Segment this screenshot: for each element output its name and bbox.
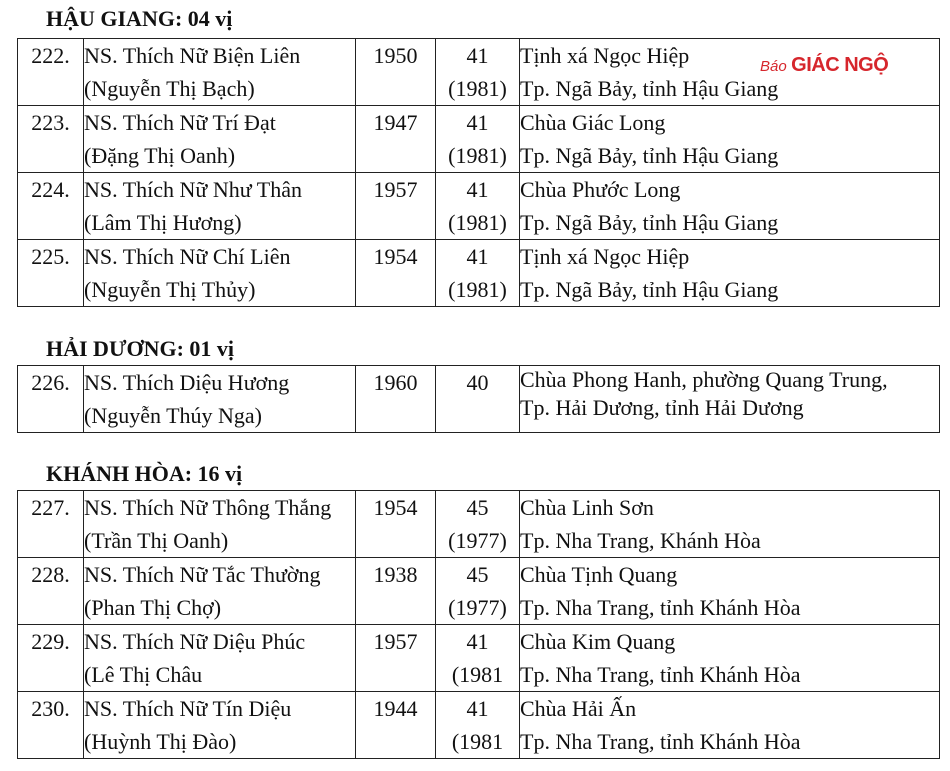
age-year: (1981 xyxy=(451,729,504,754)
monastic-name: NS. Thích Nữ Thông Thắng xyxy=(84,495,332,520)
temple-address: Tp. Nha Trang, tỉnh Khánh Hòa xyxy=(520,729,801,754)
age-value: 40 xyxy=(466,370,489,395)
temple-address: Tp. Hải Dương, tỉnh Hải Dương xyxy=(520,395,804,420)
table-row xyxy=(18,491,940,558)
table-row xyxy=(18,106,940,173)
age-value: 41 xyxy=(466,244,489,269)
row-number: 222. xyxy=(18,39,84,106)
monastic-name: NS. Thích Nữ Như Thân xyxy=(84,177,302,202)
birth-year: 1938 xyxy=(356,558,436,625)
monastic-name: NS. Thích Nữ Tắc Thường xyxy=(84,562,321,587)
temple-address: Tp. Nha Trang, Khánh Hòa xyxy=(520,528,761,553)
name-cell xyxy=(84,692,356,759)
row-number: 229. xyxy=(18,625,84,692)
table-row xyxy=(18,240,940,307)
temple-name: Chùa Kim Quang xyxy=(520,629,676,654)
row-number: 227. xyxy=(18,491,84,558)
lay-name: (Lê Thị Châu xyxy=(84,662,203,687)
name-cell xyxy=(84,366,356,433)
birth-year: 1960 xyxy=(356,366,436,433)
table-row xyxy=(18,558,940,625)
temple-name: Tịnh xá Ngọc Hiệp xyxy=(520,43,690,68)
birth-year: 1954 xyxy=(356,491,436,558)
birth-year: 1957 xyxy=(356,173,436,240)
age-value: 41 xyxy=(466,696,489,721)
age-cell xyxy=(436,39,520,106)
age-value: 41 xyxy=(466,43,489,68)
age-value: 45 xyxy=(466,495,489,520)
monastic-name: NS. Thích Diệu Hương xyxy=(84,370,290,395)
name-cell xyxy=(84,240,356,307)
name-cell xyxy=(84,173,356,240)
lay-name: (Nguyễn Thúy Nga) xyxy=(84,403,262,428)
row-number: 226. xyxy=(18,366,84,433)
age-year: (1977) xyxy=(448,595,507,620)
temple-name: Chùa Phong Hanh, phường Quang Trung, xyxy=(520,367,888,392)
roster-table xyxy=(17,38,940,307)
temple-name: Chùa Giác Long xyxy=(520,110,666,135)
birth-year: 1950 xyxy=(356,39,436,106)
age-value: 41 xyxy=(466,110,489,135)
age-cell xyxy=(436,173,520,240)
temple-address: Tp. Ngã Bảy, tỉnh Hậu Giang xyxy=(520,143,779,168)
birth-year: 1944 xyxy=(356,692,436,759)
lay-name: (Nguyễn Thị Bạch) xyxy=(84,76,255,101)
name-cell xyxy=(84,625,356,692)
age-year: (1977) xyxy=(448,528,507,553)
temple-address: Tp. Nha Trang, tỉnh Khánh Hòa xyxy=(520,662,801,687)
birth-year: 1957 xyxy=(356,625,436,692)
section-title: HẢI DƯƠNG: 01 vị xyxy=(46,336,235,361)
row-number: 223. xyxy=(18,106,84,173)
row-number: 228. xyxy=(18,558,84,625)
age-cell xyxy=(436,692,520,759)
age-value: 45 xyxy=(466,562,489,587)
table-row xyxy=(18,692,940,759)
temple-name: Chùa Tịnh Quang xyxy=(520,562,678,587)
age-cell xyxy=(436,558,520,625)
place-cell xyxy=(520,558,940,625)
age-year: (1981) xyxy=(448,277,507,302)
age-year: (1981 xyxy=(451,662,504,687)
watermark-prefix: Báo xyxy=(760,58,787,75)
monastic-name: NS. Thích Nữ Chí Liên xyxy=(84,244,291,269)
age-cell xyxy=(436,625,520,692)
age-cell xyxy=(436,106,520,173)
lay-name: (Nguyễn Thị Thủy) xyxy=(84,277,256,302)
monastic-name: NS. Thích Nữ Trí Đạt xyxy=(84,110,276,135)
place-cell xyxy=(520,491,940,558)
age-value: 41 xyxy=(466,629,489,654)
place-cell xyxy=(520,692,940,759)
bao-giac-ngo-watermark xyxy=(760,54,888,78)
temple-address: Tp. Ngã Bảy, tỉnh Hậu Giang xyxy=(520,210,779,235)
table-row xyxy=(18,173,940,240)
age-cell xyxy=(436,366,520,433)
place-cell xyxy=(520,240,940,307)
birth-year: 1954 xyxy=(356,240,436,307)
age-year: (1981) xyxy=(448,76,507,101)
temple-name: Tịnh xá Ngọc Hiệp xyxy=(520,244,690,269)
age-year: (1981) xyxy=(448,143,507,168)
row-number: 230. xyxy=(18,692,84,759)
row-number: 225. xyxy=(18,240,84,307)
temple-address: Tp. Nha Trang, tỉnh Khánh Hòa xyxy=(520,595,801,620)
place-cell xyxy=(520,106,940,173)
age-cell xyxy=(436,240,520,307)
temple-name: Chùa Linh Sơn xyxy=(520,495,654,520)
monastic-name: NS. Thích Nữ Tín Diệu xyxy=(84,696,292,721)
monastic-name: NS. Thích Nữ Diệu Phúc xyxy=(84,629,306,654)
age-value: 41 xyxy=(466,177,489,202)
roster-table xyxy=(17,490,940,759)
place-cell xyxy=(520,366,940,433)
name-cell xyxy=(84,558,356,625)
place-cell xyxy=(520,173,940,240)
lay-name: (Đặng Thị Oanh) xyxy=(84,143,236,168)
lay-name: (Lâm Thị Hương) xyxy=(84,210,242,235)
watermark-name: GIÁC NGỘ xyxy=(791,54,889,76)
name-cell xyxy=(84,106,356,173)
table-row xyxy=(18,366,940,433)
section-title: KHÁNH HÒA: 16 vị xyxy=(46,461,243,486)
age-year: (1981) xyxy=(448,210,507,235)
row-number: 224. xyxy=(18,173,84,240)
lay-name: (Phan Thị Chợ) xyxy=(84,595,222,620)
birth-year: 1947 xyxy=(356,106,436,173)
lay-name: (Trần Thị Oanh) xyxy=(84,528,229,553)
lay-name: (Huỳnh Thị Đào) xyxy=(84,729,237,754)
place-cell xyxy=(520,625,940,692)
table-row xyxy=(18,625,940,692)
roster-table xyxy=(17,365,940,433)
name-cell xyxy=(84,491,356,558)
temple-name: Chùa Hải Ấn xyxy=(520,696,637,721)
temple-address: Tp. Ngã Bảy, tỉnh Hậu Giang xyxy=(520,277,779,302)
age-cell xyxy=(436,491,520,558)
section-title: HẬU GIANG: 04 vị xyxy=(46,6,233,31)
temple-address: Tp. Ngã Bảy, tỉnh Hậu Giang xyxy=(520,76,779,101)
monastic-name: NS. Thích Nữ Biện Liên xyxy=(84,43,301,68)
temple-name: Chùa Phước Long xyxy=(520,177,681,202)
name-cell xyxy=(84,39,356,106)
